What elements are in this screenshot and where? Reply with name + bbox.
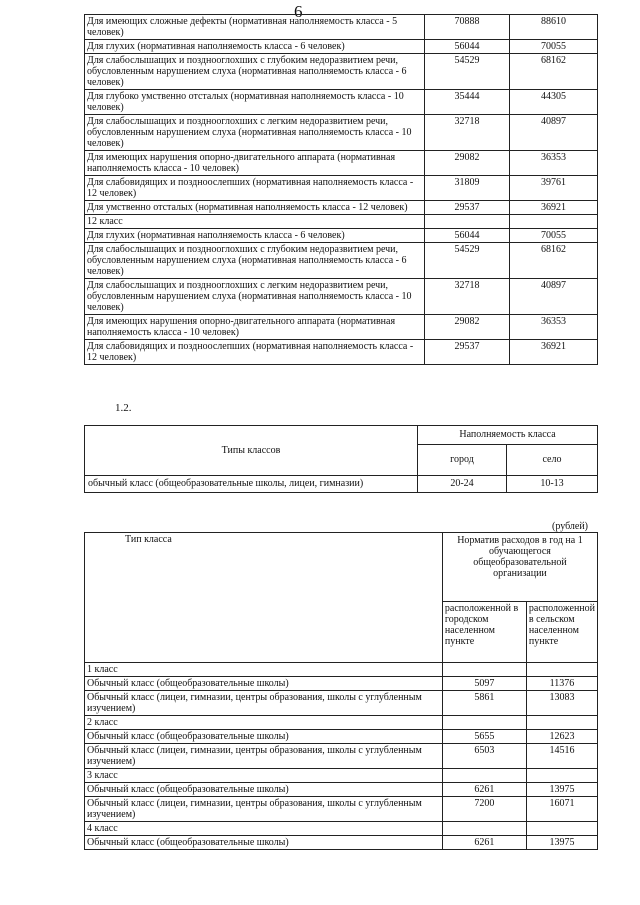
table-row: [85, 229, 598, 243]
row-name: Для умственно отсталых (нормативная наполняемость класса - 12 человек): [85, 201, 425, 215]
row-village: 36921: [510, 340, 598, 365]
row-city: 54529: [425, 54, 510, 90]
row-village: [526, 663, 597, 677]
row-village: 13975: [526, 836, 597, 850]
table-row: [85, 691, 598, 716]
row-name: Для глухих (нормативная наполняемость класса - 6 человек): [85, 40, 425, 54]
row-city: 6261: [442, 836, 526, 850]
row-name: Обычный класс (лицеи, гимназии, центры образования, школы с углубленным изучением): [85, 691, 443, 716]
class-fill-table: [84, 425, 598, 493]
fill-row-city: 20-24: [418, 476, 507, 493]
header-class-fill: Наполняемость класса: [418, 426, 598, 445]
row-name: Обычный класс (общеобразовательные школы): [85, 783, 443, 797]
table-row: [85, 54, 598, 90]
row-name: Для слабослышащих и позднооглохших с глубоким недоразвитием речи, обусловленным нарушением слуха (нормативная наполняемость класса - 6 человек): [85, 54, 425, 90]
row-village: 13083: [526, 691, 597, 716]
row-name: Обычный класс (общеобразовательные школы): [85, 730, 443, 744]
row-name: Для слабослышащих и позднооглохших с легким недоразвитием речи, обусловленным нарушением слуха (нормативная наполняемость класса - 10 человек): [85, 279, 425, 315]
table-row: [85, 315, 598, 340]
row-city: 31809: [425, 176, 510, 201]
table-row: [85, 90, 598, 115]
row-name: 4 класс: [85, 822, 443, 836]
table-row: [85, 215, 598, 229]
row-village: 16071: [526, 797, 597, 822]
row-city: 29537: [425, 340, 510, 365]
row-village: 14516: [526, 744, 597, 769]
header-class-types: Типы классов: [85, 426, 418, 476]
row-name: Для слабовидящих и поздноослепших (нормативная наполняемость класса - 12 человек): [85, 340, 425, 365]
table-row: [85, 677, 598, 691]
table-row: [85, 40, 598, 54]
section-label: 1.2.: [115, 402, 132, 414]
row-village: 12623: [526, 730, 597, 744]
row-city: 5097: [442, 677, 526, 691]
table-row: [85, 716, 598, 730]
row-city: 5861: [442, 691, 526, 716]
row-name: 1 класс: [85, 663, 443, 677]
row-city: 35444: [425, 90, 510, 115]
row-village: 70055: [510, 40, 598, 54]
unit-label: (рублей): [552, 521, 589, 532]
row-village: [526, 822, 597, 836]
row-village: 13975: [526, 783, 597, 797]
table-row: [85, 243, 598, 279]
row-name: Обычный класс (лицеи, гимназии, центры образования, школы с углубленным изучением): [85, 744, 443, 769]
row-village: 39761: [510, 176, 598, 201]
row-village: 36921: [510, 201, 598, 215]
row-city: 29082: [425, 151, 510, 176]
row-city: 6261: [442, 783, 526, 797]
table-row: [85, 744, 598, 769]
row-name: Для глухих (нормативная наполняемость класса - 6 человек): [85, 229, 425, 243]
row-name: Для имеющих нарушения опорно-двигательного аппарата (нормативная наполняемость класса - 10 человек): [85, 151, 425, 176]
row-village: 70055: [510, 229, 598, 243]
row-name: Для слабовидящих и поздноослепших (нормативная наполняемость класса - 12 человек): [85, 176, 425, 201]
row-village: 68162: [510, 243, 598, 279]
row-village: 11376: [526, 677, 597, 691]
table-row: [85, 176, 598, 201]
row-village: 36353: [510, 151, 598, 176]
row-name: Для имеющих нарушения опорно-двигательного аппарата (нормативная наполняемость класса - 10 человек): [85, 315, 425, 340]
table-row: [85, 769, 598, 783]
row-city: 5655: [442, 730, 526, 744]
row-village: 68162: [510, 54, 598, 90]
row-name: Для глубоко умственно отсталых (нормативная наполняемость класса - 10 человек): [85, 90, 425, 115]
row-village: [526, 769, 597, 783]
row-city: [442, 663, 526, 677]
row-city: [442, 769, 526, 783]
row-village: 40897: [510, 115, 598, 151]
header-village-location: расположенной в сельском населенном пункте: [526, 602, 597, 663]
row-city: 29082: [425, 315, 510, 340]
row-village: 40897: [510, 279, 598, 315]
row-village: [526, 716, 597, 730]
special-classes-table: [84, 14, 598, 365]
fill-row-village: 10-13: [507, 476, 598, 493]
row-city: 29537: [425, 201, 510, 215]
row-village: 36353: [510, 315, 598, 340]
row-village: 44305: [510, 90, 598, 115]
table-row: [85, 663, 598, 677]
row-village: [510, 215, 598, 229]
row-city: [425, 215, 510, 229]
table-row: [85, 822, 598, 836]
fill-row-name: обычный класс (общеобразовательные школы, лицеи, гимназии): [85, 476, 418, 493]
row-name: Для слабослышащих и позднооглохших с глубоким недоразвитием речи, обусловленным нарушением слуха (нормативная наполняемость класса - 6 человек): [85, 243, 425, 279]
table-row: [85, 340, 598, 365]
row-city: 32718: [425, 115, 510, 151]
table-row: [85, 836, 598, 850]
row-city: 56044: [425, 229, 510, 243]
table-row: [85, 151, 598, 176]
header-village: село: [507, 445, 598, 476]
table-row: [85, 783, 598, 797]
row-name: Обычный класс (общеобразовательные школы): [85, 836, 443, 850]
header-class-type: Тип класса: [85, 533, 443, 663]
row-name: Обычный класс (общеобразовательные школы): [85, 677, 443, 691]
table-row: [85, 201, 598, 215]
row-name: 3 класс: [85, 769, 443, 783]
row-name: 12 класс: [85, 215, 425, 229]
row-city: 70888: [425, 15, 510, 40]
row-city: 56044: [425, 40, 510, 54]
row-city: 32718: [425, 279, 510, 315]
table-row: [85, 279, 598, 315]
row-city: 54529: [425, 243, 510, 279]
page-number: 6: [294, 2, 303, 21]
row-city: 7200: [442, 797, 526, 822]
header-city-location: расположенной в городском населенном пункте: [442, 602, 526, 663]
row-name: Для имеющих сложные дефекты (нормативная наполняемость класса - 5 человек): [85, 15, 425, 40]
header-city: город: [418, 445, 507, 476]
row-city: [442, 822, 526, 836]
expense-norms-table: [84, 532, 598, 850]
row-village: 88610: [510, 15, 598, 40]
row-name: Для слабослышащих и позднооглохших с легким недоразвитием речи, обусловленным нарушением слуха (нормативная наполняемость класса - 10 человек): [85, 115, 425, 151]
row-name: Обычный класс (лицеи, гимназии, центры образования, школы с углубленным изучением): [85, 797, 443, 822]
row-city: [442, 716, 526, 730]
table-row: [85, 797, 598, 822]
row-city: 6503: [442, 744, 526, 769]
row-name: 2 класс: [85, 716, 443, 730]
table-row: [85, 115, 598, 151]
table-row: [85, 730, 598, 744]
table-row: [85, 15, 598, 40]
header-expense-norm: Норматив расходов в год на 1 обучающегося общеобразовательной организации: [442, 533, 597, 602]
